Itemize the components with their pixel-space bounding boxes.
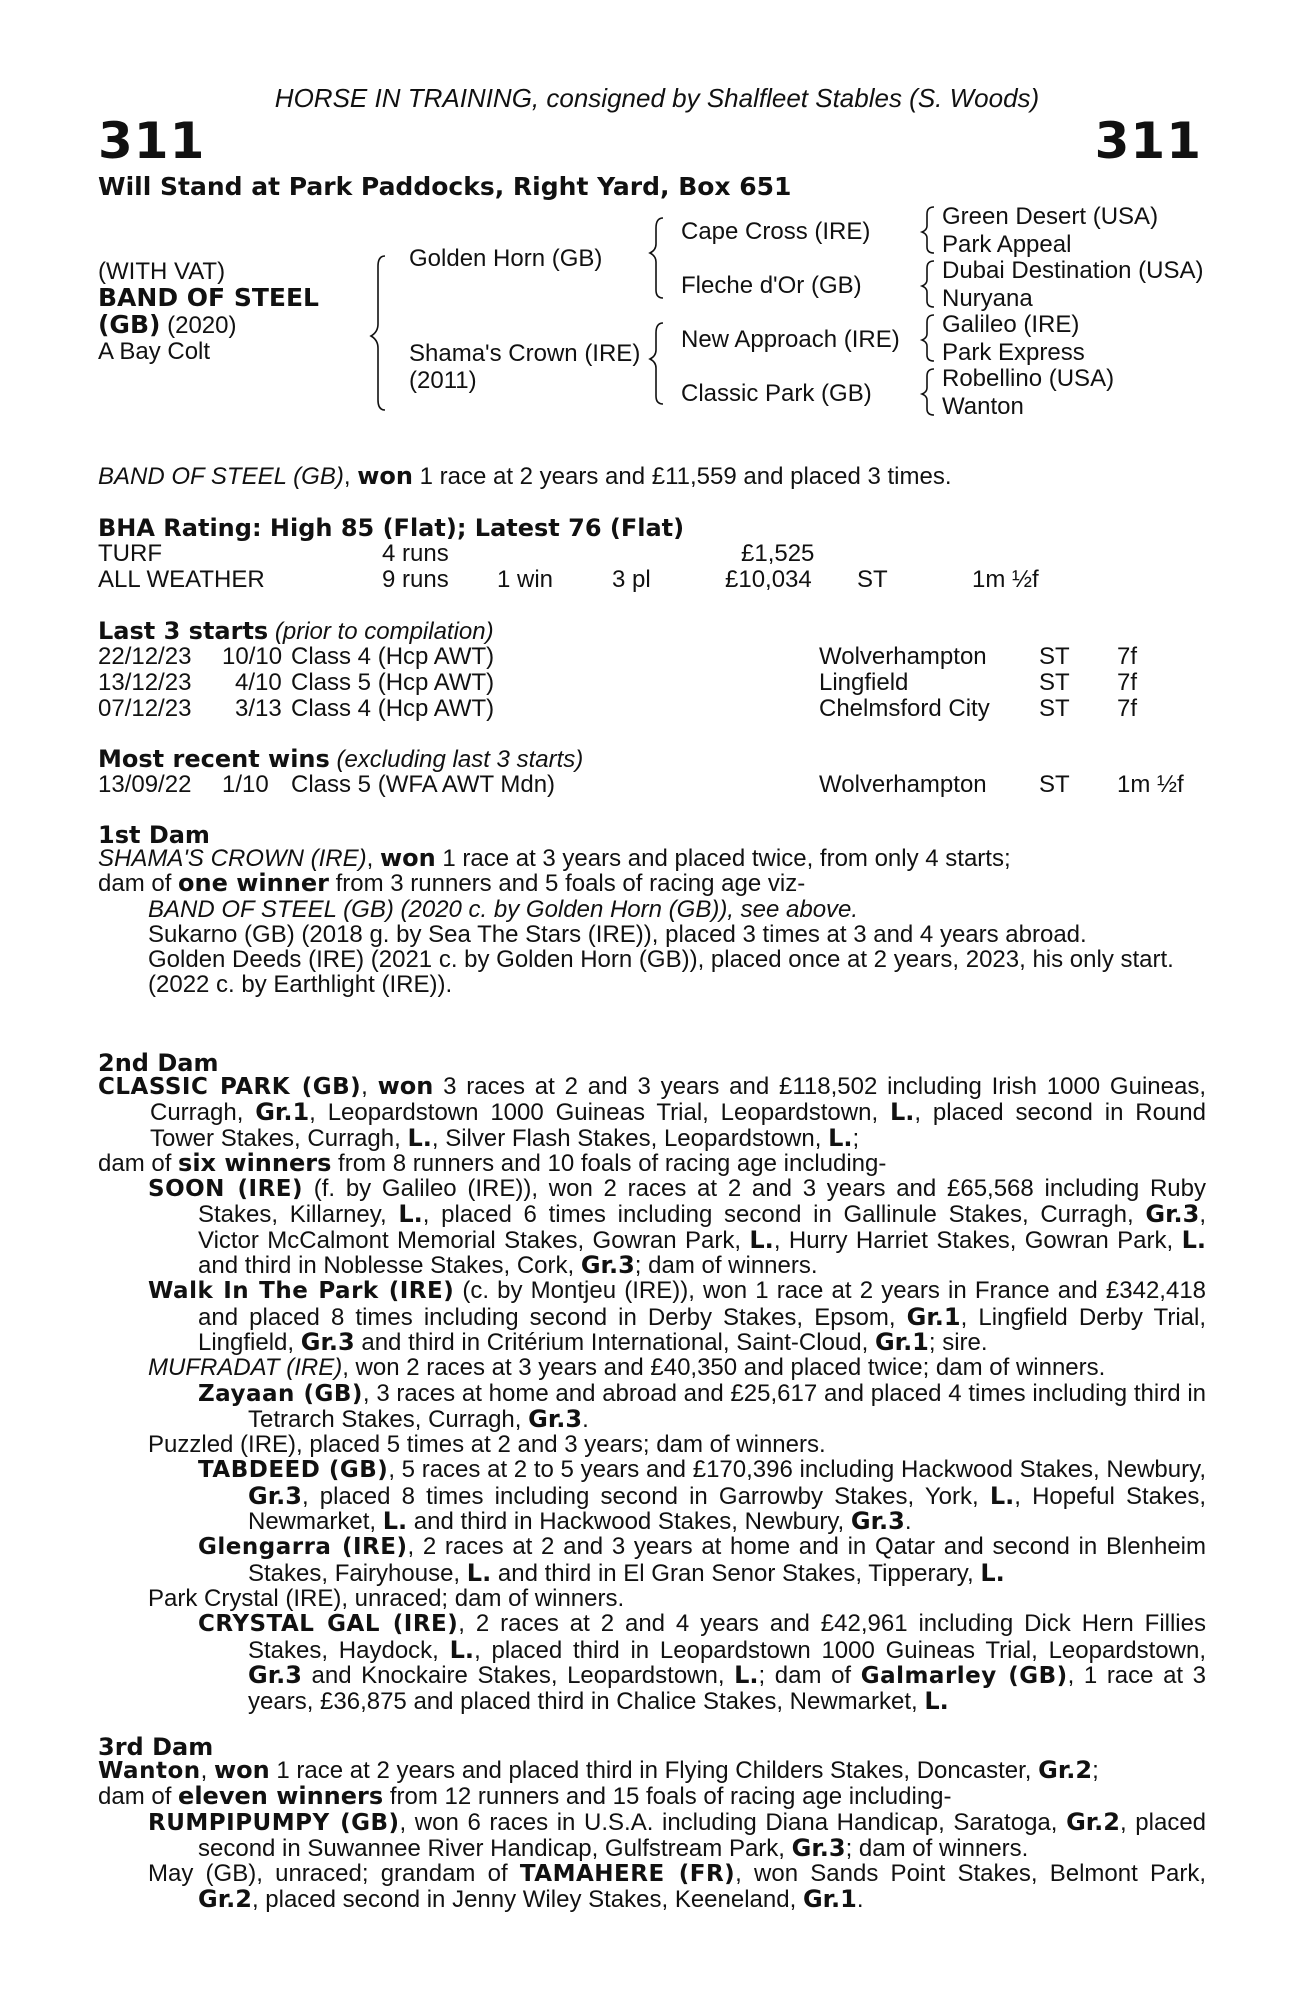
rumpipumpy-text: , placed second in Suwannee River Handicap, Gulfstream Park, xyxy=(198,1808,1207,1862)
third-dam-name: Wanton xyxy=(98,1758,201,1784)
grade-badge: Gr.2 xyxy=(198,1885,252,1914)
third-dam-block xyxy=(98,1758,1206,1913)
first-dam-damof: dam of xyxy=(98,870,172,898)
start-2-dist: 7f xyxy=(1117,669,1138,696)
tabdeed-text: , 5 races at 2 to 5 years and £170,396 including Hackwood Stakes, Newbury, xyxy=(388,1456,1207,1484)
first-dam-progeny-1 xyxy=(98,897,1206,922)
rumpipumpy-text: , won 6 races in U.S.A. including Diana Handicap, Saratoga, xyxy=(399,1808,1058,1836)
progeny-crystal-gal xyxy=(98,1611,1206,1714)
pedigree-sire: Golden Horn (GB) xyxy=(409,245,603,272)
grade-badge: Gr.3 xyxy=(850,1507,905,1536)
progeny-tabdeed xyxy=(98,1457,1206,1534)
start-1-dist: 7f xyxy=(1117,643,1138,670)
listed-badge: L. xyxy=(828,1123,853,1152)
win-1-course: Wolverhampton xyxy=(819,771,987,798)
first-dam-progeny-2 xyxy=(98,922,1206,947)
pedigree-dsd: Park Express xyxy=(942,339,1085,366)
vat-note: (WITH VAT) xyxy=(98,258,226,285)
horse-name: BAND OF STEEL xyxy=(98,283,319,312)
soon-text: ; dam of winners. xyxy=(634,1252,818,1280)
pedigree-sire-sire: Cape Cross (IRE) xyxy=(681,218,871,245)
aw-distance: 1m ½f xyxy=(972,566,1039,593)
grade-badge: Gr.3 xyxy=(791,1833,846,1862)
third-dam-text: 1 race at 2 years and placed third in Flying Childers Stakes, Doncaster, xyxy=(276,1757,1032,1784)
third-dam-text: ; xyxy=(1092,1757,1099,1784)
second-dam-title: 2nd Dam xyxy=(98,1049,219,1077)
aw-wins: 1 win xyxy=(497,566,554,593)
first-dam-title: 1st Dam xyxy=(98,821,210,849)
may-text: , placed second in Jenny Wiley Stakes, Keeneland, xyxy=(251,1886,797,1914)
ds-brace xyxy=(922,315,934,361)
first-dam-won: won xyxy=(379,844,436,872)
pedigree-sss: Green Desert (USA) xyxy=(942,203,1159,230)
grade-badge: Gr.3 xyxy=(248,1481,302,1510)
third-dam-damof: dam of xyxy=(98,1783,172,1811)
progeny-band-of-steel: BAND OF STEEL (GB) (2020 c. by Golden Horn (GB)), see above. xyxy=(148,895,859,923)
pedigree-dam-year: (2011) xyxy=(409,367,477,394)
recent-wins-title: Most recent wins xyxy=(98,745,330,773)
grade-badge: Gr.3 xyxy=(1145,1200,1200,1229)
win-1-pos: 1/10 xyxy=(222,771,269,798)
rumpipumpy-name: RUMPIPUMPY (GB) xyxy=(148,1809,400,1836)
third-dam-record: Wanton, won 1 race at 2 years and placed third in Flying Childers Stakes, Doncaster, Gr.2; xyxy=(98,1756,1099,1784)
second-dam-text: , Silver Flash Stakes, Leopardstown, xyxy=(431,1124,822,1152)
last-starts-heading xyxy=(98,617,494,646)
horse-year: (2020) xyxy=(167,312,237,339)
aw-placed: 3 pl xyxy=(612,566,651,593)
second-dam-name: CLASSIC PARK (GB) xyxy=(98,1074,362,1100)
mufradat-name: MUFRADAT (IRE) xyxy=(148,1354,343,1382)
win-1-dist: 1m ½f xyxy=(1117,771,1184,798)
win-1-date: 13/09/22 xyxy=(98,771,192,798)
start-3-dist: 7f xyxy=(1117,695,1138,722)
tabdeed-name: TABDEED (GB) xyxy=(198,1457,389,1484)
last-starts-title: Last 3 starts xyxy=(98,617,269,645)
crystal-gal-text: , 2 races at 2 and 4 years and £42,961 including Dick Hern Fillies Stakes, Haydock, xyxy=(248,1610,1206,1664)
second-dam-produce xyxy=(98,1148,1206,1177)
dd-brace xyxy=(922,369,934,415)
last-starts-note: (prior to compilation) xyxy=(274,618,494,645)
galmarley-name: Galmarley (GB) xyxy=(860,1662,1068,1689)
grade-badge: Gr.2 xyxy=(1038,1756,1093,1784)
crystal-gal-text: , 1 race at 3 years, £36,875 and placed third in Chalice Stakes, Newmarket, xyxy=(248,1661,1207,1716)
start-1-going: ST xyxy=(1039,643,1070,670)
listed-badge: L. xyxy=(980,1558,1005,1587)
puzzled-text: Puzzled (IRE), placed 5 times at 2 and 3 years; dam of winners. xyxy=(148,1431,826,1459)
crystal-gal-text: ; dam of xyxy=(758,1661,852,1689)
dam-brace xyxy=(650,323,663,404)
second-dam-text: ; xyxy=(852,1124,860,1152)
progeny-soon xyxy=(98,1176,1206,1278)
rumpipumpy-text: ; dam of winners. xyxy=(845,1834,1029,1862)
walk-text: (c. by Montjeu (IRE)), won 1 race at 2 years in France and £342,418 and placed 8 times including second in Derby Stakes, Epsom, xyxy=(198,1277,1207,1331)
turf-earnings: £1,525 xyxy=(741,540,815,567)
aw-earnings: £10,034 xyxy=(725,566,812,593)
first-dam-produce-text: from 3 runners and 5 foals of racing age viz- xyxy=(335,870,806,898)
grade-badge: Gr.3 xyxy=(528,1404,583,1433)
second-dam-winners: six winners xyxy=(178,1148,332,1177)
second-dam-text: , placed second in Round Tower Stakes, Curragh, xyxy=(150,1099,1207,1152)
pedigree-dam: Shama's Crown (IRE) xyxy=(409,340,641,367)
crystal-gal-name: CRYSTAL GAL (IRE) xyxy=(198,1611,459,1638)
start-1-pos: 10/10 xyxy=(222,643,283,670)
pedigree-sire-dam: Fleche d'Or (GB) xyxy=(681,272,862,299)
start-2-date: 13/12/23 xyxy=(98,669,192,696)
grade-badge: Gr.2 xyxy=(1066,1807,1120,1836)
third-dam-winners: eleven winners xyxy=(178,1782,384,1811)
soon-name: SOON (IRE) xyxy=(148,1176,304,1203)
start-2-going: ST xyxy=(1039,669,1070,696)
listed-badge: L. xyxy=(924,1687,949,1716)
listed-badge: L. xyxy=(407,1123,432,1152)
listed-badge: L. xyxy=(466,1558,492,1587)
main-brace xyxy=(371,256,385,410)
zayaan-text: . xyxy=(582,1405,589,1433)
glengarra-name: Glengarra (IRE) xyxy=(198,1534,408,1561)
start-1-date: 22/12/23 xyxy=(98,643,192,670)
first-dam-record: SHAMA'S CROWN (IRE), won 1 race at 3 years and placed twice, from only 4 starts; xyxy=(98,844,1011,872)
start-2-course: Lingfield xyxy=(819,669,909,696)
glengarra-text: , 2 races at 2 and 3 years at home and in Qatar and second in Blenheim Stakes, Fairyhouse, xyxy=(248,1533,1207,1587)
sd-brace xyxy=(922,261,934,307)
first-dam-progeny-4 xyxy=(98,972,1206,997)
walk-text: , Lingfield Derby Trial, Lingfield, xyxy=(198,1303,1206,1356)
pedigree-dam-dam: Classic Park (GB) xyxy=(681,380,872,407)
zayaan-text: , 3 races at home and abroad and £25,617 and placed 4 times including third in Tetrarch Stakes, Curragh, xyxy=(248,1379,1206,1433)
progeny-park-crystal xyxy=(98,1586,1206,1611)
third-dam-produce xyxy=(98,1784,1206,1809)
tabdeed-text: , placed 8 times including second in Garrowby Stakes, York, xyxy=(301,1482,979,1510)
horse-origin: (GB) xyxy=(98,310,161,339)
mufradat-text: , won 2 races at 3 years and £40,350 and placed twice; dam of winners. xyxy=(342,1354,1106,1382)
may-text: , won Sands Point Stakes, Belmont Park, xyxy=(735,1860,1207,1888)
pedigree-sdd: Nuryana xyxy=(942,285,1033,312)
soon-text: , placed 6 times including second in Gallinule Stakes, Curragh, xyxy=(422,1201,1134,1229)
soon-text: , Hurry Harriet Stakes, Gowran Park, xyxy=(773,1226,1174,1254)
win-1-going: ST xyxy=(1039,771,1070,798)
progeny-golden-deeds: Golden Deeds (IRE) (2021 c. by Golden Horn (GB)), placed once at 2 years, 2023, his only start. xyxy=(148,946,1174,974)
start-3-date: 07/12/23 xyxy=(98,695,192,722)
horse-description: A Bay Colt xyxy=(98,338,211,365)
pedigree-dds: Robellino (USA) xyxy=(942,365,1115,392)
listed-badge: L. xyxy=(989,1481,1015,1510)
sire-brace xyxy=(650,218,663,298)
park-crystal-text: Park Crystal (IRE), unraced; dam of winners. xyxy=(148,1584,625,1612)
soon-text: , Victor McCalmont Memorial Stakes, Gowran Park, xyxy=(198,1201,1206,1254)
second-dam-block xyxy=(98,1074,1206,1714)
tabdeed-text: , Hopeful Stakes, Newmarket, xyxy=(248,1482,1206,1536)
walk-text: ; sire. xyxy=(928,1328,988,1356)
start-3-pos: 3/13 xyxy=(235,695,282,722)
second-dam-record: CLASSIC PARK (GB), won 3 races at 2 and 3 years and £118,502 including Irish 1000 Guineas, Curragh, Gr.1, Leopardstown 1000 Guineas Trial, Leopardstown, L., placed second in Round Tower Stakes, Curragh, L., Silver Flash Stakes, Leopardstown, L.; xyxy=(98,1072,1207,1152)
recent-wins-note: (excluding last 3 starts) xyxy=(336,746,584,773)
start-3-race: Class 4 (Hcp AWT) xyxy=(291,695,495,722)
crystal-gal-text: and Knockaire Stakes, Leopardstown, xyxy=(311,1661,725,1689)
pedigree-ddd: Wanton xyxy=(942,393,1024,420)
second-dam-text: , Leopardstown 1000 Guineas Trial, Leopardstown, xyxy=(309,1099,879,1127)
first-dam-name: SHAMA'S CROWN (IRE) xyxy=(98,845,367,872)
third-dam-produce-text: from 12 runners and 15 foals of racing age including- xyxy=(389,1783,952,1811)
aw-runs: 9 runs xyxy=(382,566,449,593)
bha-rating: BHA Rating: High 85 (Flat); Latest 76 (Flat) xyxy=(98,514,685,542)
win-1-race: Class 5 (WFA AWT Mdn) xyxy=(291,771,556,798)
crystal-gal-text: , placed third in Leopardstown 1000 Guineas Trial, Leopardstown, xyxy=(474,1636,1207,1664)
listed-badge: L. xyxy=(382,1507,408,1536)
progeny-walk-in-the-park xyxy=(98,1278,1206,1355)
listed-badge: L. xyxy=(449,1635,475,1664)
recent-wins-heading xyxy=(98,745,583,774)
start-3-course: Chelmsford City xyxy=(819,695,990,722)
stand-location: Will Stand at Park Paddocks, Right Yard, Box 651 xyxy=(98,172,792,201)
progeny-zayaan xyxy=(98,1381,1206,1433)
aw-going: ST xyxy=(857,566,888,593)
progeny-glengarra xyxy=(98,1534,1206,1586)
listed-badge: L. xyxy=(889,1098,915,1127)
second-dam-text: 3 races at 2 and 3 years and £118,502 including Irish 1000 Guineas, Curragh, xyxy=(150,1073,1206,1127)
grade-badge: Gr.3 xyxy=(580,1251,635,1280)
first-dam-progeny-3 xyxy=(98,947,1206,972)
pedigree-dam-sire: New Approach (IRE) xyxy=(681,326,900,353)
turf-surface: TURF xyxy=(98,540,162,567)
progeny-2022-colt: (2022 c. by Earthlight (IRE)). xyxy=(148,971,453,999)
walk-name: Walk In The Park (IRE) xyxy=(148,1278,455,1305)
progeny-rumpipumpy xyxy=(98,1807,1207,1862)
start-3-going: ST xyxy=(1039,695,1070,722)
soon-text: (f. by Galileo (IRE)), won 2 races at 2 and 3 years and £65,568 including Ruby Stakes, Killarney, xyxy=(198,1175,1206,1229)
progeny-may xyxy=(98,1861,1206,1913)
progeny-mufradat xyxy=(98,1355,1206,1380)
pedigree-dss: Galileo (IRE) xyxy=(942,311,1080,338)
start-2-pos: 4/10 xyxy=(235,669,282,696)
turf-runs: 4 runs xyxy=(382,540,449,567)
summary-won: won xyxy=(357,462,413,490)
grade-badge: Gr.1 xyxy=(906,1302,961,1331)
listed-badge: L. xyxy=(749,1225,774,1254)
glengarra-text: and third in El Gran Senor Stakes, Tipperary, xyxy=(497,1559,974,1587)
tabdeed-text: . xyxy=(904,1508,912,1536)
second-dam-won: won xyxy=(377,1072,434,1100)
start-2-race: Class 5 (Hcp AWT) xyxy=(291,669,495,696)
aw-surface: ALL WEATHER xyxy=(98,566,265,593)
ss-brace xyxy=(922,207,934,253)
progeny-puzzled xyxy=(98,1432,1206,1457)
second-dam-produce-text: from 8 runners and 10 foals of racing age including- xyxy=(338,1149,887,1177)
listed-badge: L. xyxy=(734,1660,759,1689)
grade-badge: Gr.3 xyxy=(248,1660,302,1689)
listed-badge: L. xyxy=(1181,1225,1206,1254)
first-dam-winners: one winner xyxy=(178,869,329,898)
lot-number-left: 311 xyxy=(98,112,206,170)
third-dam-won: won xyxy=(213,1756,270,1784)
summary-text: 1 race at 2 years and £11,559 and placed 3 times. xyxy=(419,463,952,490)
summary-horse-name: BAND OF STEEL (GB) xyxy=(98,463,344,490)
lot-number-right: 311 xyxy=(1094,112,1202,170)
consignment-header: HORSE IN TRAINING, consigned by Shalfleet Stables (S. Woods) xyxy=(274,83,1040,113)
tamahere-name: TAMAHERE (FR) xyxy=(519,1861,736,1888)
pedigree-ssd: Park Appeal xyxy=(942,231,1072,258)
zayaan-name: Zayaan (GB) xyxy=(198,1380,363,1407)
listed-badge: L. xyxy=(398,1200,423,1229)
first-dam-text: 1 race at 3 years and placed twice, from only 4 starts; xyxy=(442,845,1011,872)
race-summary: BAND OF STEEL (GB), won 1 race at 2 years and £11,559 and placed 3 times. xyxy=(98,462,952,490)
progeny-sukarno: Sukarno (GB) (2018 g. by Sea The Stars (IRE)), placed 3 times at 3 and 4 years abroad. xyxy=(148,920,1087,948)
grade-badge: Gr.3 xyxy=(300,1327,355,1356)
soon-text: and third in Noblesse Stakes, Cork, xyxy=(198,1252,575,1280)
second-dam-damof: dam of xyxy=(98,1149,172,1177)
grade-badge: Gr.1 xyxy=(802,1885,857,1914)
may-text: . xyxy=(856,1886,864,1914)
grade-badge: Gr.1 xyxy=(874,1327,929,1356)
tabdeed-text: and third in Hackwood Stakes, Newbury, xyxy=(413,1508,845,1536)
grade-badge: Gr.1 xyxy=(255,1098,310,1127)
first-dam-block xyxy=(98,846,1206,998)
may-text: May (GB), unraced; grandam of xyxy=(148,1860,508,1888)
first-dam-produce xyxy=(98,871,1206,896)
pedigree-sds: Dubai Destination (USA) xyxy=(942,257,1204,284)
start-1-race: Class 4 (Hcp AWT) xyxy=(291,643,495,670)
walk-text: and third in Critérium International, Saint-Cloud, xyxy=(361,1328,869,1356)
third-dam-title: 3rd Dam xyxy=(98,1733,214,1761)
start-1-course: Wolverhampton xyxy=(819,643,987,670)
